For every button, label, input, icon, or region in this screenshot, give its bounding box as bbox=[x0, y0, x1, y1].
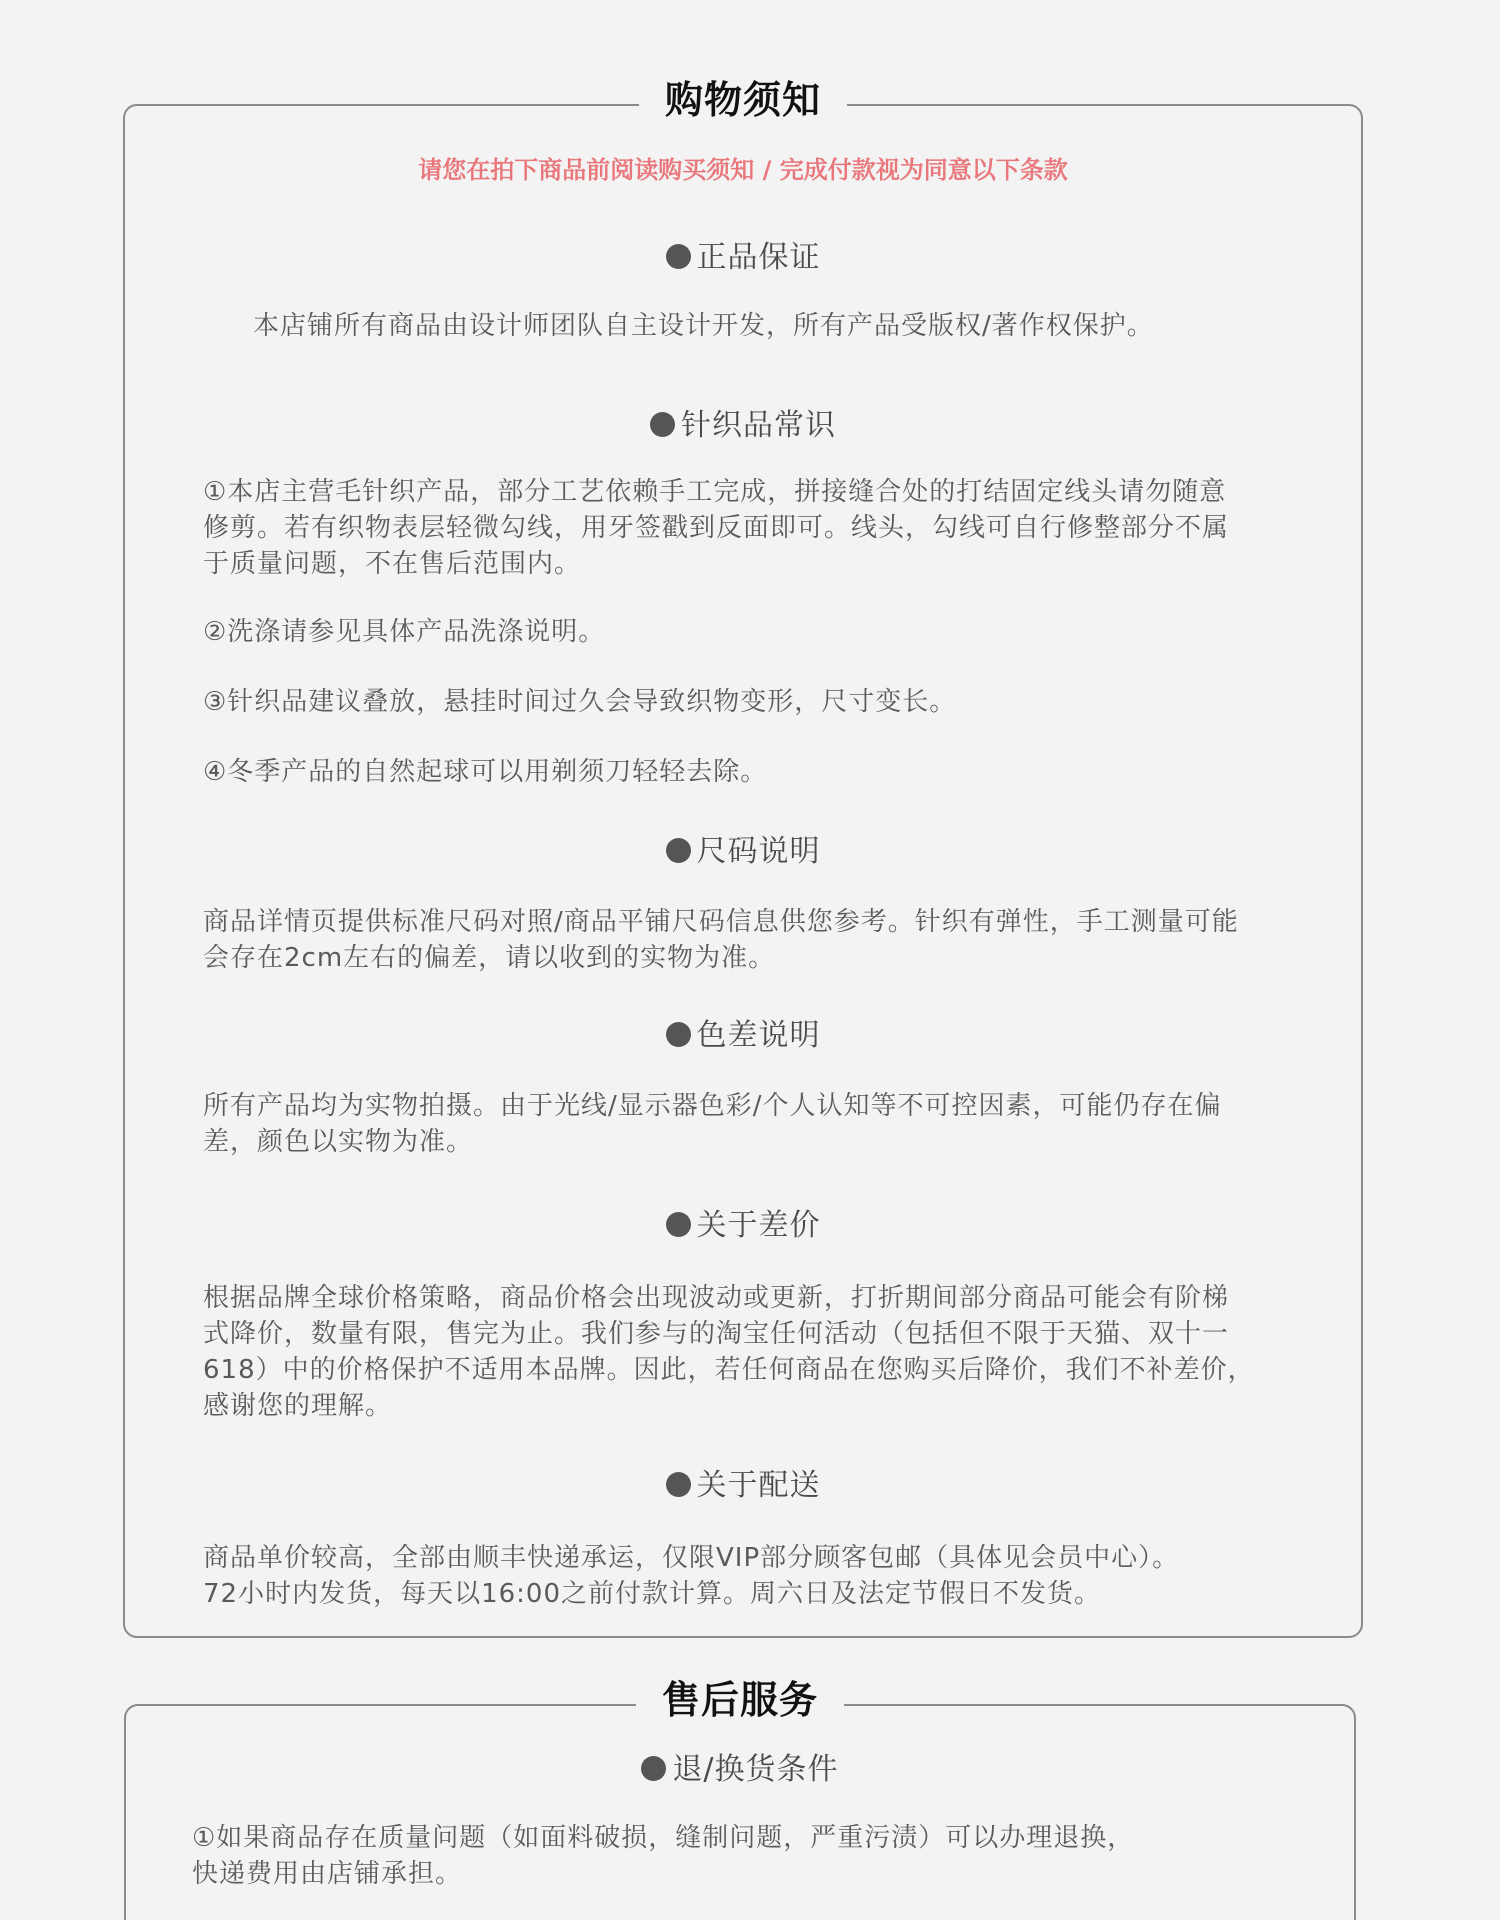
paragraph-authenticity: 本店铺所有商品由设计师团队自主设计开发，所有产品受版权/著作权保护。 bbox=[253, 311, 1154, 341]
knitwear-item-3: ③针织品建议叠放，悬挂时间过久会导致织物变形，尺寸变长。 bbox=[203, 687, 957, 717]
shopping-notice-box bbox=[123, 78, 1363, 1638]
heading-color: 色差说明 bbox=[125, 1010, 1361, 1054]
paragraph-color: 所有产品均为实物拍摄。由于光线/显示器色彩/个人认知等不可控因素，可能仍存在偏 差，颜色以实物为准。 bbox=[203, 1091, 1222, 1157]
after-sales-box bbox=[124, 1678, 1356, 1920]
heading-price: 关于差价 bbox=[125, 1200, 1361, 1244]
bullet-dot-icon bbox=[666, 1212, 691, 1237]
heading-knitwear: 针织品常识 bbox=[125, 400, 1361, 444]
knitwear-item-4: ④冬季产品的自然起球可以用剃须刀轻轻去除。 bbox=[203, 757, 768, 787]
after-sales-title: 售后服务 bbox=[126, 1670, 1354, 1730]
bullet-dot-icon bbox=[666, 244, 691, 269]
paragraph-size: 商品详情页提供标准尺码对照/商品平铺尺码信息供您参考。针织有弹性，手工测量可能 会存在2cm左右的偏差，请以收到的实物为准。 bbox=[203, 907, 1239, 973]
knitwear-item-2: ②洗涤请参见具体产品洗涤说明。 bbox=[203, 617, 606, 647]
heading-size: 尺码说明 bbox=[125, 826, 1361, 870]
heading-shipping: 关于配送 bbox=[125, 1460, 1361, 1504]
heading-authenticity: 正品保证 bbox=[125, 232, 1361, 276]
knitwear-item-1: ①本店主营毛针织产品，部分工艺依赖手工完成，拼接缝合处的打结固定线头请勿随意 修剪。若有织物表层轻微勾线，用牙签戳到反面即可。线头，勾线可自行修整部分不属 于质量问题，不在售后范围内。 bbox=[203, 477, 1230, 579]
bullet-dot-icon bbox=[641, 1756, 666, 1781]
bullet-dot-icon bbox=[666, 838, 691, 863]
bullet-dot-icon bbox=[666, 1022, 691, 1047]
shopping-notice-title: 购物须知 bbox=[125, 70, 1361, 130]
bullet-dot-icon bbox=[666, 1472, 691, 1497]
paragraph-shipping: 商品单价较高，全部由顺丰快递承运，仅限VIP部分顾客包邮（具体见会员中心）。 72小时内发货，每天以16:00之前付款计算。周六日及法定节假日不发货。 bbox=[203, 1543, 1180, 1609]
heading-return-exchange: 退/换货条件 bbox=[126, 1744, 1354, 1788]
bullet-dot-icon bbox=[650, 412, 675, 437]
paragraph-price: 根据品牌全球价格策略，商品价格会出现波动或更新，打折期间部分商品可能会有阶梯 式降价，数量有限，售完为止。我们参与的淘宝任何活动（包括但不限于天猫、双十一 618）中的价格保护不适用本品牌。因此，若任何商品在您购买后降价，我们不补差价， 感谢您的理解。 bbox=[203, 1283, 1255, 1421]
purchase-notice-line: 请您在拍下商品前阅读购买须知 / 完成付款视为同意以下条款 bbox=[418, 156, 1068, 184]
paragraph-return-exchange: ①如果商品存在质量问题（如面料破损，缝制问题，严重污渍）可以办理退换， 快递费用由店铺承担。 bbox=[192, 1823, 1135, 1889]
